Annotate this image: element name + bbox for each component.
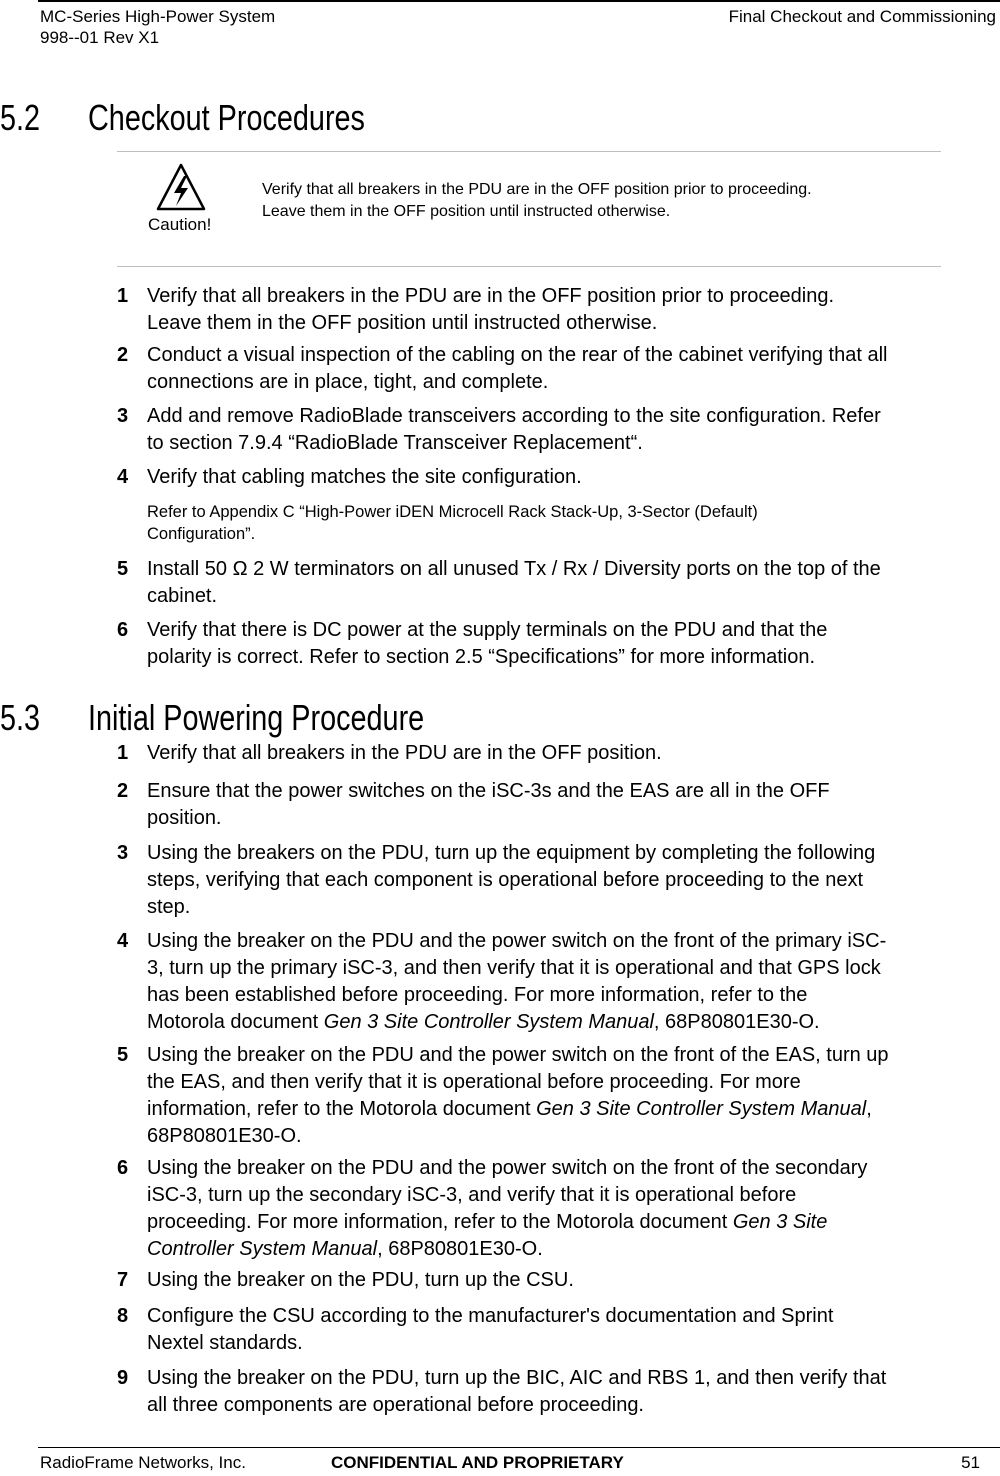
- step-line: Using the breakers on the PDU, turn up the equipment by completing the following: [147, 842, 876, 864]
- caution-line: Verify that all breakers in the PDU are in the OFF position prior to proceeding.: [262, 181, 812, 198]
- step-number: 6: [117, 619, 129, 641]
- step-number: 1: [117, 285, 129, 307]
- note-line: Configuration”.: [147, 525, 256, 543]
- step-text: [147, 778, 999, 832]
- step-line: Verify that there is DC power at the supply terminals on the PDU and that the: [147, 619, 828, 641]
- step-line: [147, 1009, 999, 1036]
- step-number: 9: [117, 1367, 129, 1389]
- step-number: 2: [117, 344, 129, 366]
- text-run: , 68P80801E30-O.: [377, 1238, 543, 1260]
- step-number: 2: [117, 780, 129, 802]
- step-text: [147, 556, 999, 610]
- step-line: Add and remove RadioBlade transceivers according to the site configuration. Refer: [147, 405, 881, 427]
- step-number: 4: [117, 466, 129, 488]
- step-line: connections are in place, tight, and complete.: [147, 371, 549, 393]
- step-text: [147, 403, 999, 457]
- step-line: [147, 1236, 999, 1263]
- step-line: step.: [147, 896, 191, 918]
- step-note: [147, 501, 999, 545]
- step-line: Conduct a visual inspection of the cabling on the rear of the cabinet verifying that all: [147, 344, 888, 366]
- step-line: 68P80801E30-O.: [147, 1125, 302, 1147]
- caution-bottom-rule: [117, 266, 941, 267]
- header-product: MC-Series High-Power System: [40, 7, 276, 26]
- text-run: ,: [866, 1098, 872, 1120]
- header-revision: 998--01 Rev X1: [40, 28, 160, 47]
- step-text: [147, 1042, 999, 1150]
- step-line: has been established before proceeding. For more information, refer to the: [147, 984, 808, 1006]
- footer-company: RadioFrame Networks, Inc.: [40, 1453, 246, 1472]
- lightning-warning-icon: [156, 163, 206, 211]
- section-title: Initial Powering Procedure: [88, 697, 425, 738]
- step-number: 6: [117, 1157, 129, 1179]
- step-line: 3, turn up the primary iSC-3, and then verify that it is operational and that GPS lock: [147, 957, 881, 979]
- manual-title: Gen 3 Site Controller System Manual: [536, 1098, 867, 1120]
- step-line: the EAS, and then verify that it is operational before proceeding. For more: [147, 1071, 801, 1093]
- section-heading-5-3: [0, 698, 424, 738]
- step-line: Configure the CSU according to the manufacturer's documentation and Sprint: [147, 1305, 834, 1327]
- step-text: [147, 1303, 999, 1357]
- step-text: [147, 840, 999, 921]
- step-number: 1: [117, 742, 129, 764]
- step-text: [147, 1365, 999, 1419]
- step-line: Using the breaker on the PDU and the power switch on the front of the primary iSC-: [147, 930, 887, 952]
- manual-title: Controller System Manual: [147, 1238, 378, 1260]
- caution-top-rule: [117, 151, 941, 152]
- section-number: 5.2: [0, 97, 41, 138]
- step-number: 3: [117, 842, 129, 864]
- step-line: polarity is correct. Refer to section 2.5 “Specifications” for more information.: [147, 646, 816, 668]
- step-line: Install 50 Ω 2 W terminators on all unused Tx / Rx / Diversity ports on the top of the: [147, 558, 881, 580]
- step-line: [147, 1209, 999, 1236]
- step-line: Ensure that the power switches on the iSC-3s and the EAS are all in the OFF: [147, 780, 830, 802]
- step-line: position.: [147, 807, 222, 829]
- step-line: Using the breaker on the PDU, turn up the BIC, AIC and RBS 1, and then verify that: [147, 1367, 887, 1389]
- section-title: Checkout Procedures: [88, 97, 365, 138]
- step-text: Using the breaker on the PDU, turn up the CSU.: [147, 1269, 574, 1291]
- text-run: information, refer to the Motorola document: [147, 1098, 537, 1120]
- step-line: [147, 1096, 999, 1123]
- footer-confidential: CONFIDENTIAL AND PROPRIETARY: [331, 1453, 624, 1472]
- step-text: [147, 1155, 999, 1263]
- note-line: Refer to Appendix C “High-Power iDEN Microcell Rack Stack-Up, 3-Sector (Default): [147, 503, 758, 521]
- step-line: iSC-3, turn up the secondary iSC-3, and verify that it is operational before: [147, 1184, 797, 1206]
- step-line: Leave them in the OFF position until instructed otherwise.: [147, 312, 658, 334]
- step-line: Using the breaker on the PDU and the power switch on the front of the EAS, turn up: [147, 1044, 889, 1066]
- text-run: proceeding. For more information, refer to the Motorola document: [147, 1211, 733, 1233]
- section-heading-5-2: [0, 98, 365, 138]
- section-number: 5.3: [0, 697, 41, 738]
- footer-rule: [38, 1447, 1000, 1448]
- header-rule: [38, 0, 1000, 2]
- step-line: to section 7.9.4 “RadioBlade Transceiver Replacement“.: [147, 432, 643, 454]
- step-line: Using the breaker on the PDU and the power switch on the front of the secondary: [147, 1157, 868, 1179]
- caution-line: Leave them in the OFF position until instructed otherwise.: [262, 203, 671, 220]
- manual-title: Gen 3 Site: [732, 1211, 828, 1233]
- step-text: [147, 928, 999, 1036]
- header-chapter: Final Checkout and Commissioning: [728, 7, 996, 26]
- step-number: 7: [117, 1269, 129, 1291]
- text-run: Motorola document: [147, 1011, 324, 1033]
- step-text: Verify that cabling matches the site configuration.: [147, 466, 582, 488]
- caution-label: Caution!: [148, 215, 212, 234]
- step-text: Verify that all breakers in the PDU are in the OFF position.: [147, 742, 662, 764]
- caution-text: [262, 179, 812, 223]
- manual-title: Gen 3 Site Controller System Manual: [323, 1011, 654, 1033]
- page-number: 51: [961, 1453, 980, 1472]
- step-line: Verify that all breakers in the PDU are in the OFF position prior to proceeding.: [147, 285, 835, 307]
- text-run: , 68P80801E30-O.: [653, 1011, 820, 1033]
- step-line: steps, verifying that each component is operational before proceeding to the next: [147, 869, 864, 891]
- step-text: [147, 617, 999, 671]
- step-number: 8: [117, 1305, 129, 1327]
- step-number: 5: [117, 1044, 129, 1066]
- step-number: 5: [117, 558, 129, 580]
- step-line: cabinet.: [147, 585, 218, 607]
- step-text: [147, 342, 999, 396]
- step-text: [147, 283, 999, 337]
- step-line: all three components are operational before proceeding.: [147, 1394, 644, 1416]
- step-number: 3: [117, 405, 129, 427]
- step-number: 4: [117, 930, 129, 952]
- step-line: Nextel standards.: [147, 1332, 303, 1354]
